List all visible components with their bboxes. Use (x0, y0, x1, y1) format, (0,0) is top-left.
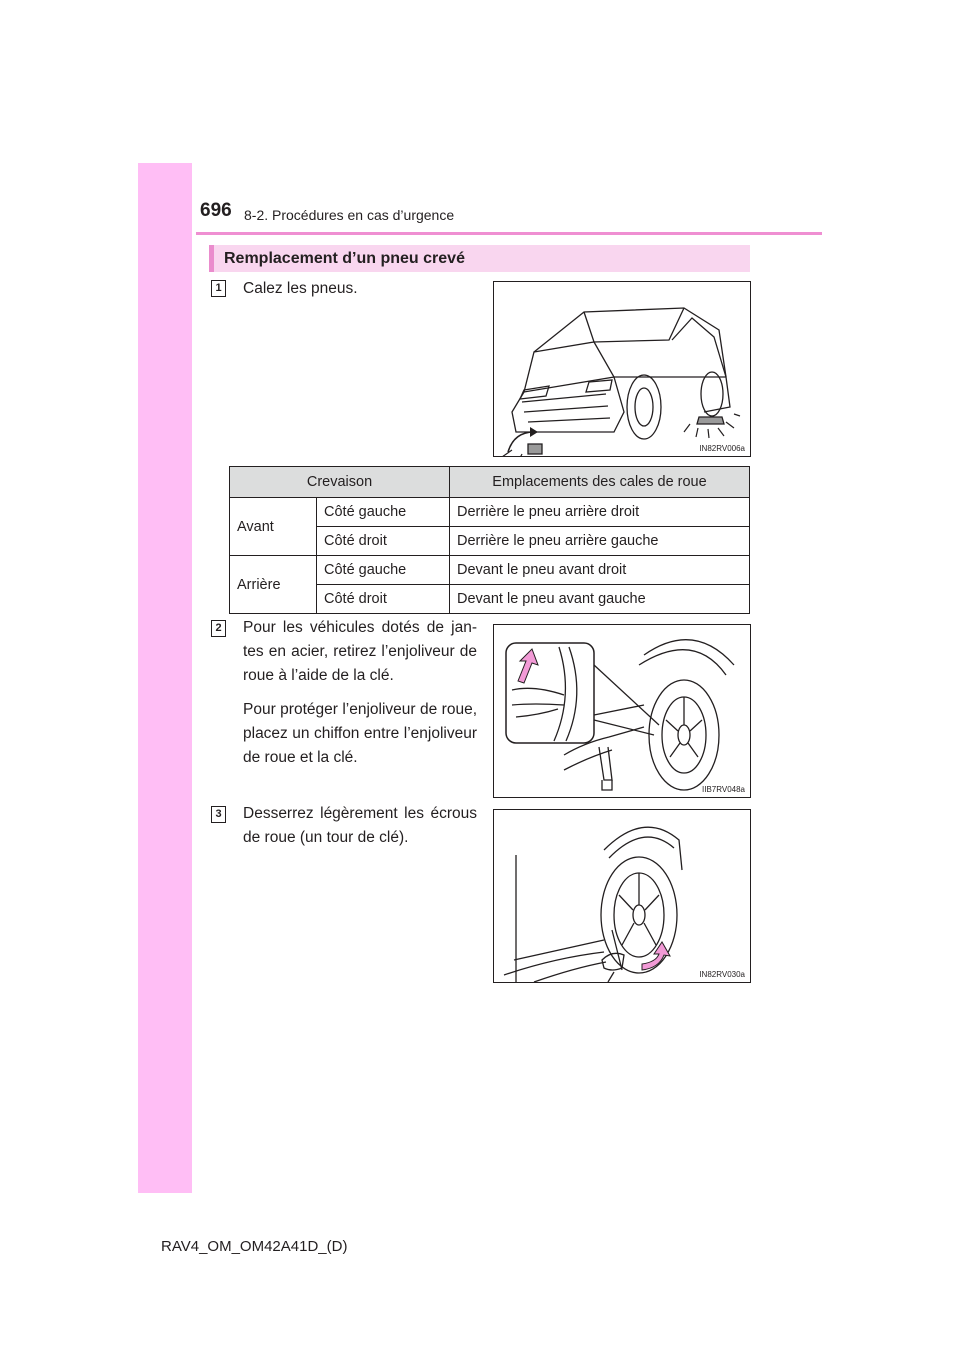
table-header-emplacements: Emplacements des cales de roue (450, 467, 750, 498)
topic-title: Remplacement d’un pneu crevé (224, 250, 465, 267)
table-cell-location: Derrière le pneu arrière gauche (450, 527, 750, 556)
table-row (230, 498, 750, 527)
table-row (230, 556, 750, 585)
table-cell-side: Côté gauche (317, 498, 450, 527)
title-accent (209, 245, 214, 272)
table-cell-side: Côté droit (317, 527, 450, 556)
step-text-1 (243, 277, 477, 301)
wheel-chock-table (229, 466, 750, 614)
table-cell-side: Côté droit (317, 585, 450, 614)
topic-title-bar (209, 245, 750, 272)
table-cell-side: Côté gauche (317, 556, 450, 585)
table-cell-location: Derrière le pneu arrière droit (450, 498, 750, 527)
table-cell-location: Devant le pneu avant gauche (450, 585, 750, 614)
figure-code: IN82RV030a (699, 970, 745, 979)
step-number-2: 2 (211, 620, 226, 637)
table-group-label: Avant (230, 498, 317, 556)
chapter-sidebar (138, 163, 192, 1193)
figure-code: IIB7RV048a (702, 785, 745, 794)
step-number-3: 3 (211, 806, 226, 823)
step-3-paragraph: Desserrez légèrement les écrous de roue (un tour de clé). (243, 805, 477, 846)
table-cell-location: Devant le pneu avant droit (450, 556, 750, 585)
step-2-paragraph-2: Pour protéger l’enjoliveur de roue, placez un chiffon entre l’enjoliveur de roue et la clé. (243, 701, 477, 766)
section-title: 8-2. Procédures en cas d’urgence (244, 207, 455, 223)
figure-loosen-nuts (493, 809, 751, 983)
step-text-3 (243, 802, 477, 850)
figure-wheel-chocks (493, 281, 751, 457)
suv-chock-illustration (494, 282, 750, 456)
lug-wrench-illustration (494, 810, 750, 982)
hubcap-illustration (494, 625, 750, 797)
figure-code: IN82RV006a (699, 444, 745, 453)
step-number-1: 1 (211, 280, 226, 297)
figure-hubcap-removal (493, 624, 751, 798)
step-2-paragraph-1: Pour les véhicules dotés de jan-tes en acier, retirez l’enjoliveur de roue à l’aide de la clé. (243, 619, 477, 684)
page-number: 696 (200, 200, 232, 221)
table-group-label: Arrière (230, 556, 317, 614)
document-code-footer: RAV4_OM_OM42A41D_(D) (161, 1238, 348, 1255)
step-1-paragraph: Calez les pneus. (243, 280, 358, 297)
header-divider (196, 232, 822, 235)
step-text-2 (243, 616, 477, 770)
table-header-crevaison: Crevaison (230, 467, 450, 498)
